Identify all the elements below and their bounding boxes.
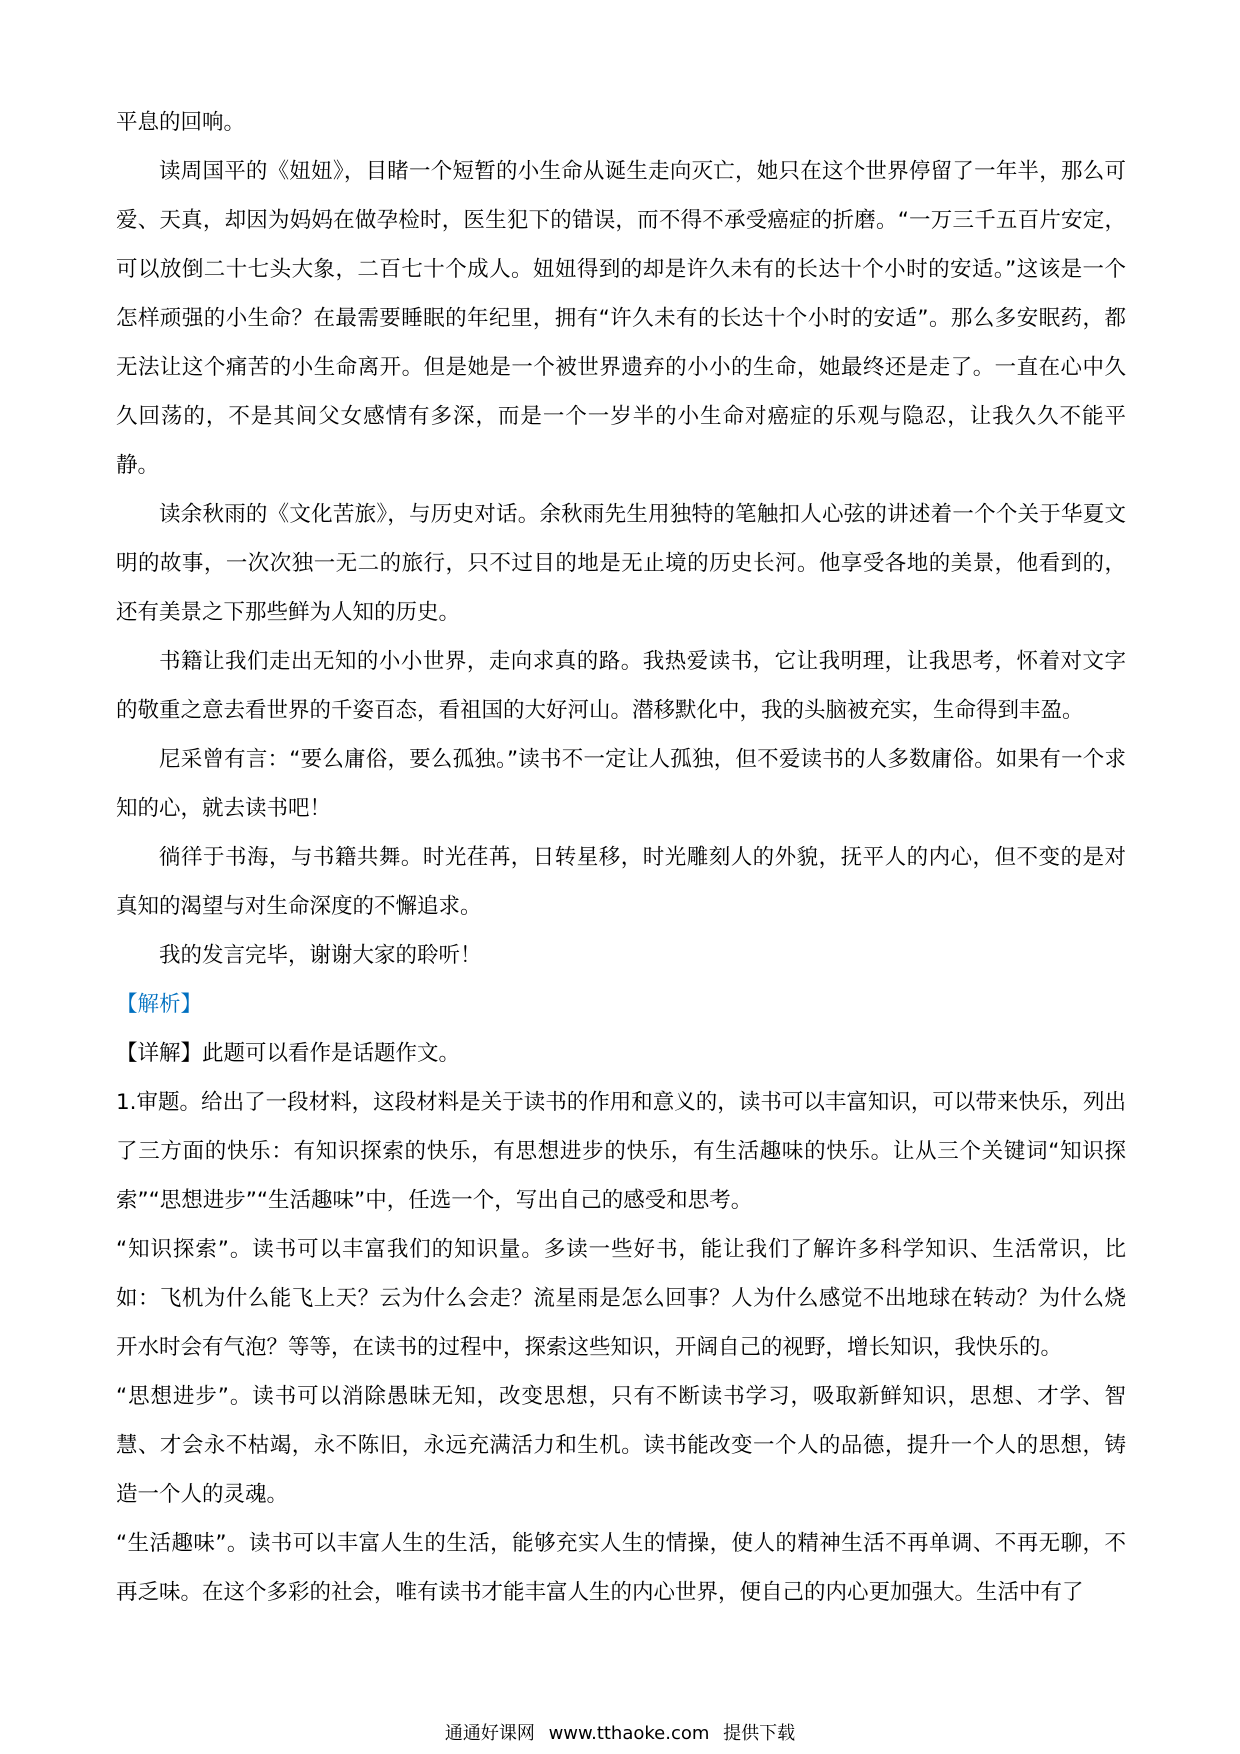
paragraph: 我的发言完毕，谢谢大家的聆听！ <box>159 943 482 968</box>
paragraph: “知识探索”。读书可以丰富我们的知识量。多读一些好书，能让我们了解许多科学知识、生活常识，比如：飞机为什么能飞上天？云为什么会走？流星雨是怎么回事？人为什么感觉不出地球在转动？为什么烧开水时会有气泡？等等，在读书的过程中，探索这些知识，开阔自己的视野，增长知识，我快乐的。 <box>116 1237 1126 1360</box>
paragraph: “思想进步”。读书可以消除愚昧无知，改变思想，只有不断读书学习，吸取新鲜知识，思想、才学、智慧、才会永不枯竭，永不陈旧，永远充满活力和生机。读书能改变一个人的品德，提升一个人的思想，铸造一个人的灵魂。 <box>116 1384 1126 1507</box>
analysis-heading: 【解析】 <box>116 992 203 1017</box>
paragraph: “生活趣味”。读书可以丰富人生的生活，能够充实人生的情操，使人的精神生活不再单调、不再无聊，不再乏味。在这个多彩的社会，唯有读书才能丰富人生的内心世界，便自己的内心更加强大。生活中有了 <box>116 1531 1126 1605</box>
document-body <box>116 98 1126 1617</box>
paragraph: 1.审题。给出了一段材料，这段材料是关于读书的作用和意义的，读书可以丰富知识，可以带来快乐，列出了三方面的快乐：有知识探索的快乐，有思想进步的快乐，有生活趣味的快乐。让从三个关键词“知识探索”“思想进步”“生活趣味”中，任选一个，写出自己的感受和思考。 <box>116 1090 1126 1213</box>
footer-note: 提供下载 <box>723 1723 796 1744</box>
detail-heading: 【详解】此题可以看作是话题作文。 <box>116 1041 461 1066</box>
paragraph: 徜徉于书海，与书籍共舞。时光荏苒，日转星移，时光雕刻人的外貌，抚平人的内心，但不变的是对真知的渴望与对生命深度的不懈追求。 <box>116 845 1126 919</box>
page-footer <box>0 1722 1240 1746</box>
paragraph: 读余秋雨的《文化苦旅》，与历史对话。余秋雨先生用独特的笔触扣人心弦的讲述着一个个关于华夏文明的故事，一次次独一无二的旅行，只不过目的地是无止境的历史长河。他享受各地的美景，他看到的，还有美景之下那些鲜为人知的历史。 <box>116 502 1126 625</box>
paragraph: 书籍让我们走出无知的小小世界，走向求真的路。我热爱读书，它让我明理，让我思考，怀着对文字的敬重之意去看世界的千姿百态，看祖国的大好河山。潜移默化中，我的头脑被充实，生命得到丰盈。 <box>116 649 1126 723</box>
paragraph: 平息的回响。 <box>116 110 246 135</box>
paragraph: 尼采曾有言：“要么庸俗，要么孤独。”读书不一定让人孤独，但不爱读书的人多数庸俗。如果有一个求知的心，就去读书吧！ <box>116 747 1126 821</box>
footer-site-name: 通通好课网 <box>444 1723 535 1744</box>
footer-url[interactable]: www.tthaoke.com <box>548 1723 710 1744</box>
paragraph: 读周国平的《妞妞》，目睹一个短暂的小生命从诞生走向灭亡，她只在这个世界停留了一年半，那么可爱、天真，却因为妈妈在做孕检时，医生犯下的错误，而不得不承受癌症的折磨。“一万三千五百片安定，可以放倒二十七头大象，二百七十个成人。妞妞得到的却是许久未有的长达十个小时的安适。”这该是一个怎样顽强的小生命？在最需要睡眠的年纪里，拥有“许久未有的长达十个小时的安适”。那么多安眠药，都无法让这个痛苦的小生命离开。但是她是一个被世界遗弃的小小的生命，她最终还是走了。一直在心中久久回荡的，不是其间父女感情有多深，而是一个一岁半的小生命对癌症的乐观与隐忍，让我久久不能平静。 <box>116 159 1126 478</box>
